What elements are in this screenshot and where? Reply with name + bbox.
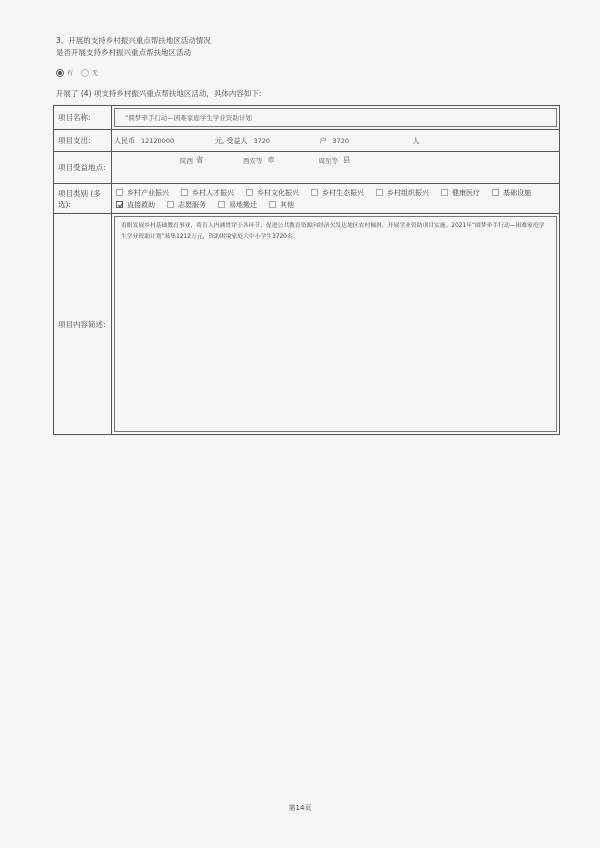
project-description-text: 着眼发展乡村基础教育事业，将育人内涵贯穿于各环节，促进公共教育资源向经济欠发达地区农村倾斜，开展学业资助项目实施。2021年“圆梦牵手行动—困难家庭学生学业资助计划”募集1212万元，资助困境家庭大中小学生3720名。 (121, 223, 545, 240)
checkbox-icon[interactable] (269, 201, 276, 208)
category-rural-talent[interactable]: 乡村人才振兴 (181, 187, 234, 199)
unit-ren: 人 (412, 136, 420, 145)
row-project-category (54, 184, 560, 214)
category-rural-organization[interactable]: 乡村组织振兴 (376, 187, 429, 199)
currency-label: 人民币 (114, 136, 135, 145)
county-unit: 县 (343, 156, 350, 164)
checkbox-icon[interactable] (218, 201, 225, 208)
category-rural-culture[interactable]: 乡村文化振兴 (246, 187, 299, 199)
beneficiaries-value: 3720 (253, 136, 270, 145)
cell-project-category (112, 184, 560, 214)
amount-value: 12120000 (141, 136, 175, 145)
row-project-description (54, 214, 560, 435)
section-question: 是否开展支持乡村振兴重点帮扶地区活动 (56, 48, 191, 57)
checkbox-icon[interactable] (311, 189, 318, 196)
yes-no-options (56, 68, 106, 77)
project-name-value: “圆梦牵手行动—困难家庭学生学业资助计划 (125, 114, 252, 122)
category-rural-ecology[interactable]: 乡村生态振兴 (311, 187, 364, 199)
category-volunteer[interactable]: 志愿服务 (167, 199, 206, 211)
row-project-location (54, 152, 560, 184)
city-unit: 市 (267, 156, 275, 164)
page-number: 第14页 (288, 804, 312, 812)
category-infrastructure[interactable]: 基础设施 (492, 187, 531, 199)
section-heading: 3、开展的支持乡村振兴重点帮扶地区活动情况 (56, 36, 211, 45)
checkbox-icon[interactable] (167, 201, 174, 208)
checkbox-icon[interactable] (246, 189, 253, 196)
city-value: 西安等 (243, 156, 263, 165)
cell-project-location (112, 152, 560, 184)
province-unit: 省 (196, 156, 203, 164)
category-row-2 (116, 199, 559, 211)
activity-summary: 开展了 (4) 项支持乡村振兴重点帮扶地区活动，具体内容如下: (56, 89, 262, 98)
category-row-1 (116, 187, 559, 199)
project-table (53, 105, 560, 435)
category-relocation[interactable]: 易地搬迁 (218, 199, 257, 211)
cell-project-cost (112, 130, 560, 152)
checkbox-icon[interactable] (116, 189, 123, 196)
label-project-description: 项目内容简述: (54, 214, 112, 435)
row-project-name (54, 106, 560, 130)
checkbox-icon[interactable] (181, 189, 188, 196)
radio-yes-label: 有 (67, 70, 74, 77)
radio-no-label: 无 (92, 70, 99, 77)
category-other[interactable]: 其他 (269, 199, 294, 211)
row-project-cost (54, 130, 560, 152)
cell-project-name (112, 106, 560, 130)
category-health[interactable]: 健康医疗 (441, 187, 480, 199)
checkbox-checked-icon[interactable] (116, 201, 123, 208)
label-project-cost: 项目支出: (54, 130, 112, 152)
radio-yes-selected[interactable] (56, 69, 64, 77)
checkbox-icon[interactable] (441, 189, 448, 196)
category-rural-industry[interactable]: 乡村产业振兴 (116, 187, 169, 199)
label-project-category: 项目类别 (多选): (54, 184, 112, 214)
label-project-location: 项目受益地点: (54, 152, 112, 184)
unit-hu: 户 (319, 136, 327, 145)
radio-no[interactable] (81, 69, 89, 77)
county-value: 周至等 (318, 156, 338, 165)
category-direct-relief[interactable]: 直接救助 (116, 199, 155, 211)
label-project-name: 项目名称: (54, 106, 112, 130)
checkbox-icon[interactable] (492, 189, 499, 196)
unit-yuan-beneficiary: 元, 受益人 (215, 136, 248, 145)
cell-project-description (112, 214, 560, 435)
province-value: 陕西 (180, 156, 193, 165)
households-value: 3720 (332, 136, 349, 145)
checkbox-icon[interactable] (376, 189, 383, 196)
